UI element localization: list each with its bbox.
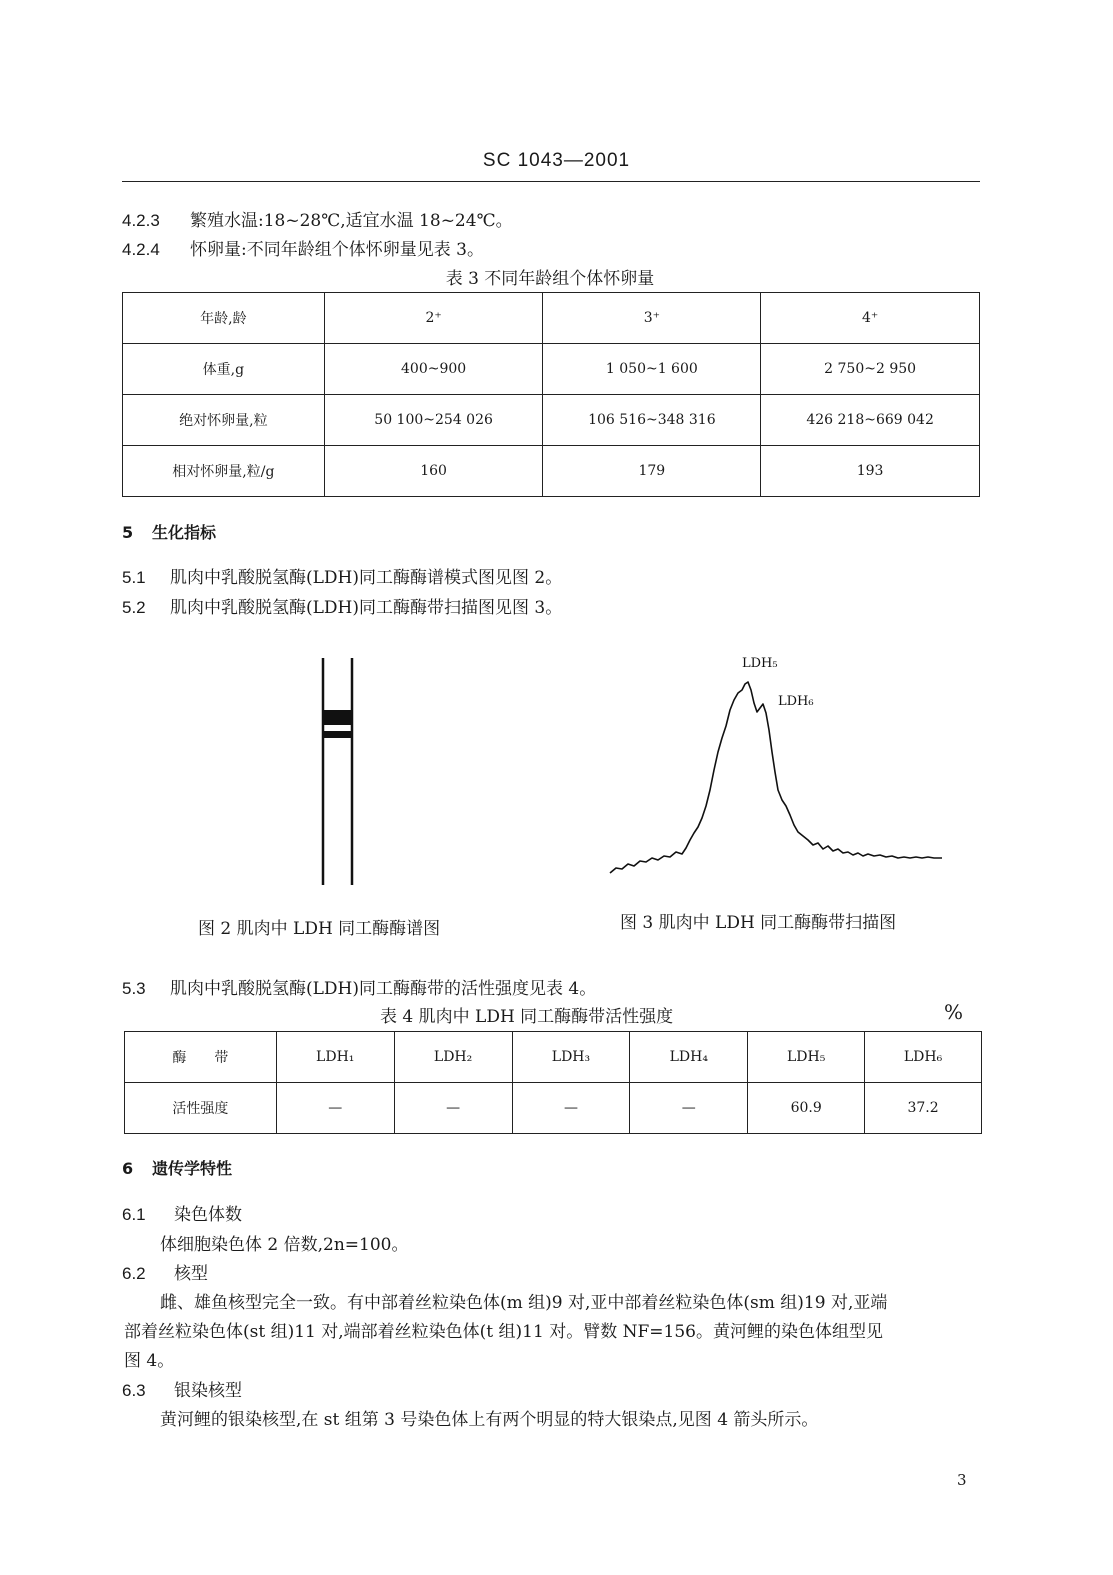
clause-number: 5.2	[122, 598, 146, 617]
page-number: 3	[957, 1471, 967, 1489]
table-cell: 绝对怀卵量,粒	[123, 395, 325, 446]
table3-caption: 表 3 不同年龄组个体怀卵量	[445, 269, 655, 289]
table-cell: 179	[543, 446, 761, 497]
fig2-gel-tube	[323, 658, 352, 885]
table-cell: —	[630, 1083, 748, 1134]
table-cell: 2 750~2 950	[761, 344, 980, 395]
section-title: 遗传学特性	[152, 1159, 233, 1178]
clause-text: 肌肉中乳酸脱氢酶(LDH)同工酶酶带的活性强度见表 4。	[170, 979, 597, 999]
clause-6-2-line3: 图 4。	[124, 1351, 175, 1371]
table-cell: 相对怀卵量,粒/g	[123, 446, 325, 497]
table-cell: 426 218~669 042	[761, 395, 980, 446]
clause-number: 6.1	[122, 1205, 146, 1224]
table-cell: 3⁺	[543, 293, 761, 344]
table-cell: 酶 带	[125, 1032, 277, 1083]
table-cell: 60.9	[748, 1083, 865, 1134]
ldh6-band	[323, 731, 352, 738]
table4	[124, 1031, 982, 1134]
clause-number: 4.2.4	[122, 240, 160, 259]
clause-title: 银染核型	[174, 1381, 242, 1401]
table-cell: —	[276, 1083, 394, 1134]
ldh5-peak-label: LDH₅	[742, 656, 778, 671]
clause-title: 核型	[174, 1264, 208, 1284]
table-cell: —	[394, 1083, 512, 1134]
table4-caption: 表 4 肌肉中 LDH 同工酶酶带活性强度	[380, 1007, 674, 1027]
clause-text: 怀卵量:不同年龄组个体怀卵量见表 3。	[190, 240, 484, 260]
table-cell: 年龄,龄	[123, 293, 325, 344]
table-cell: LDH₂	[394, 1032, 512, 1083]
table-cell: LDH₄	[630, 1032, 748, 1083]
document-code: SC 1043—2001	[482, 150, 631, 171]
clause-number: 4.2.3	[122, 211, 160, 230]
clause-6-2-heading	[122, 1259, 208, 1284]
table-cell: 400~900	[324, 344, 543, 395]
section-number: 5	[122, 523, 134, 542]
clause-6-3-heading	[122, 1376, 242, 1401]
clause-6-2-line1: 雌、雄鱼核型完全一致。有中部着丝粒染色体(m 组)9 对,亚中部着丝粒染色体(sm 组)19 对,亚端	[160, 1293, 888, 1313]
table-cell: 体重,g	[123, 344, 325, 395]
table-cell: 106 516~348 316	[543, 395, 761, 446]
clause-6-2-line2: 部着丝粒染色体(st 组)11 对,端部着丝粒染色体(t 组)11 对。臂数 NF=156。黄河鲤的染色体组型见	[124, 1322, 883, 1342]
table-cell: 1 050~1 600	[543, 344, 761, 395]
clause-6-3-text: 黄河鲤的银染核型,在 st 组第 3 号染色体上有两个明显的特大银染点,见图 4 箭头所示。	[160, 1410, 819, 1430]
clause-6-1-heading	[122, 1200, 242, 1225]
table-cell: 160	[324, 446, 543, 497]
table-cell: 193	[761, 446, 980, 497]
clause-title: 染色体数	[174, 1205, 242, 1225]
ldh6-peak-label: LDH₆	[778, 694, 814, 709]
table-header-row	[125, 1032, 982, 1083]
fig2-caption: 图 2 肌肉中 LDH 同工酶酶谱图	[198, 919, 441, 939]
table-cell: 2⁺	[324, 293, 543, 344]
table-cell: 50 100~254 026	[324, 395, 543, 446]
table-row	[125, 1083, 982, 1134]
table-cell: LDH₃	[512, 1032, 630, 1083]
table4-unit: %	[944, 1000, 964, 1024]
clause-5-3	[122, 974, 596, 999]
clause-text: 肌肉中乳酸脱氢酶(LDH)同工酶酶带扫描图见图 3。	[170, 598, 563, 618]
clause-number: 6.3	[122, 1381, 146, 1400]
ldh5-band	[323, 710, 352, 725]
table-cell: LDH₆	[865, 1032, 982, 1083]
fig3-caption: 图 3 肌肉中 LDH 同工酶酶带扫描图	[620, 913, 897, 933]
clause-6-1-text: 体细胞染色体 2 倍数,2n=100。	[160, 1235, 409, 1255]
clause-text: 繁殖水温:18~28℃,适宜水温 18~24℃。	[190, 211, 513, 231]
section-6-heading	[122, 1156, 232, 1179]
table-cell: —	[512, 1083, 630, 1134]
table-cell: LDH₅	[748, 1032, 865, 1083]
clause-number: 5.1	[122, 568, 146, 587]
section-title: 生化指标	[152, 523, 217, 542]
table-cell: 活性强度	[125, 1083, 277, 1134]
table-cell: 4⁺	[761, 293, 980, 344]
scan-trace	[610, 682, 942, 873]
clause-text: 肌肉中乳酸脱氢酶(LDH)同工酶酶谱模式图见图 2。	[170, 568, 563, 588]
clause-number: 5.3	[122, 979, 146, 998]
clause-number: 6.2	[122, 1264, 146, 1283]
table-cell: 37.2	[865, 1083, 982, 1134]
table-cell: LDH₁	[276, 1032, 394, 1083]
section-number: 6	[122, 1159, 134, 1178]
